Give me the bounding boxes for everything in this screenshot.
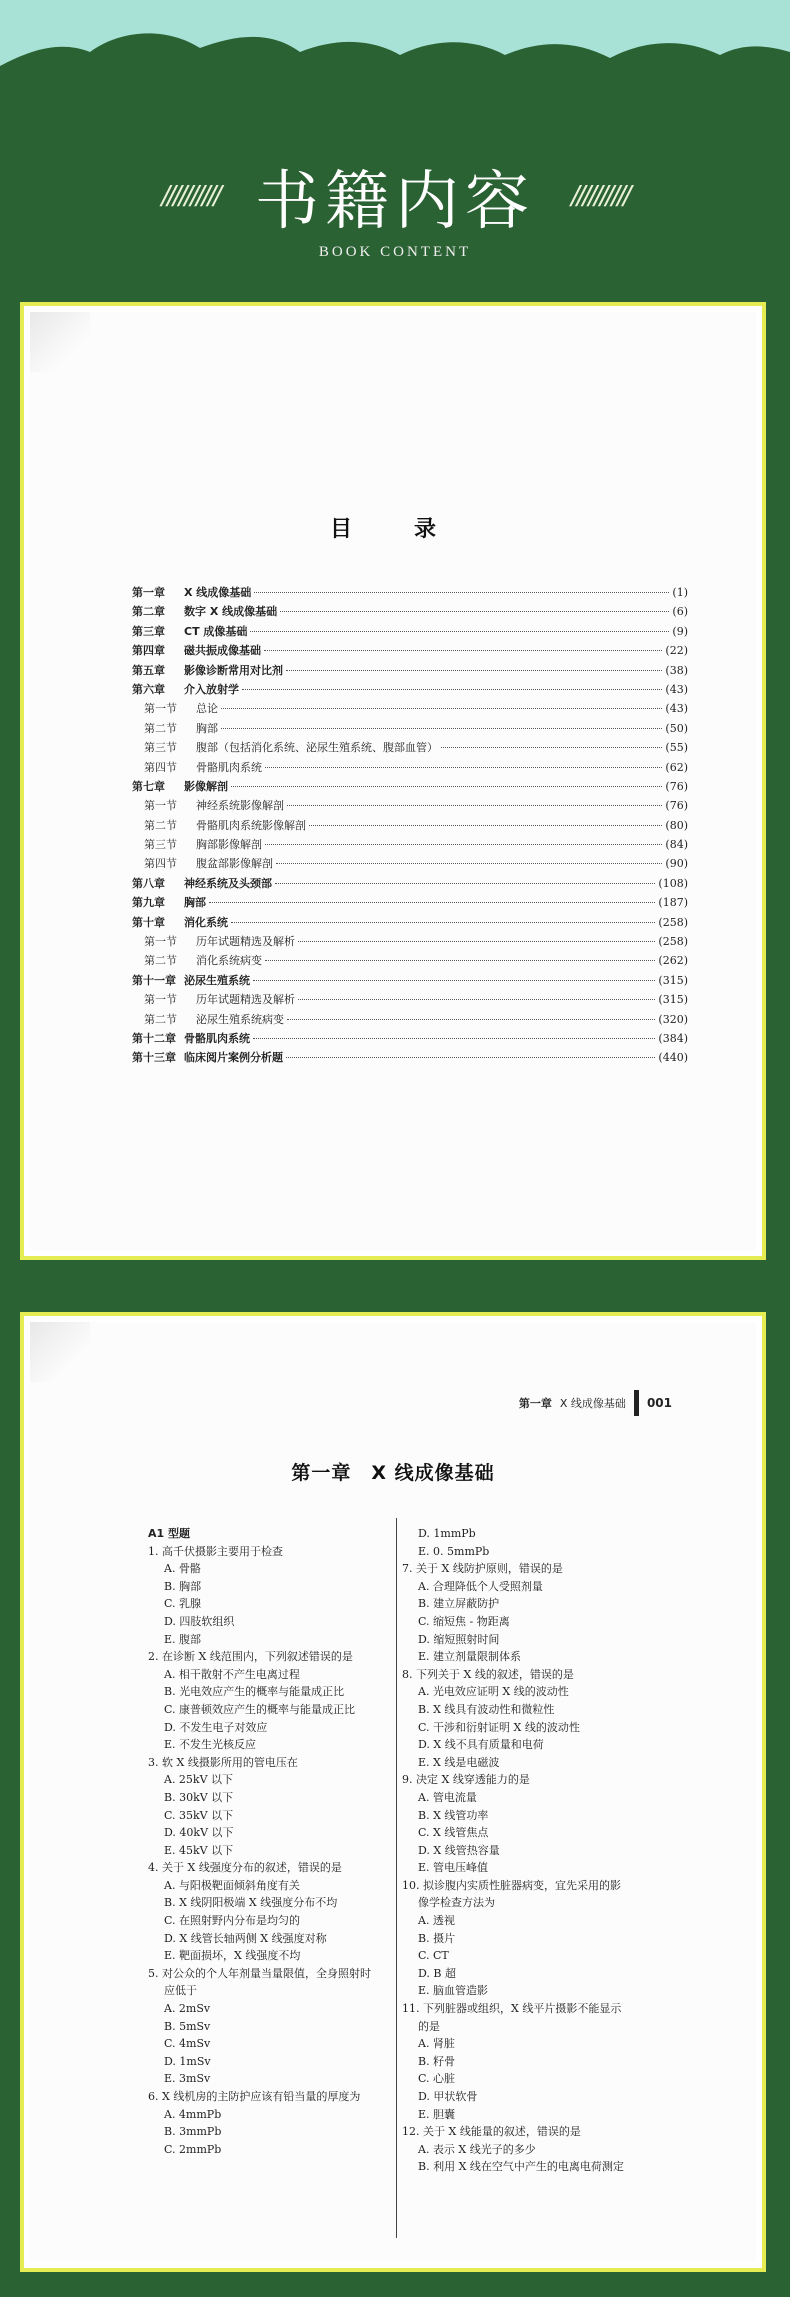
toc-entry-label: CT 成像基础 (184, 624, 248, 638)
answer-option: B. 3mmPb (164, 2125, 222, 2139)
toc-entry-page: (9) (672, 624, 688, 638)
answer-option: C. 康普顿效应产生的概率与能量成正比 (164, 1702, 356, 1716)
question-stem: 6. X 线机房的主防护应该有铅当量的厚度为 (148, 2090, 361, 2103)
toc-entry-number: 第四节 (144, 857, 177, 871)
question-stem: 3. 软 X 线摄影所用的管电压在 (148, 1755, 298, 1769)
toc-entry-number: 第二章 (132, 605, 165, 619)
answer-option: D. 不发生电子对效应 (164, 1720, 268, 1734)
answer-option: B. 摄片 (418, 1931, 456, 1945)
answer-option: A. 2mSv (164, 2002, 211, 2016)
toc-entry (132, 681, 688, 700)
answer-option: B. 光电效应产生的概率与能量成正比 (164, 1685, 345, 1699)
toc-entry-number: 第十章 (132, 915, 165, 929)
answer-option: C. 缩短焦 - 物距离 (418, 1614, 510, 1628)
page-number: 001 (646, 1396, 672, 1410)
toc-leader-dots (221, 728, 662, 729)
question-stem: 10. 拟诊腹内实质性脏器病变，宜先采用的影 (402, 1878, 621, 1892)
toc-entry (132, 603, 688, 622)
toc-leader-dots (242, 689, 662, 690)
question-stem: 4. 关于 X 线强度分布的叙述，错误的是 (148, 1861, 342, 1875)
question-stem: 1. 高千伏摄影主要用于检查 (148, 1544, 283, 1558)
toc-leader-dots (441, 747, 662, 748)
toc-entry-number: 第四章 (132, 644, 165, 658)
toc-leader-dots (250, 631, 669, 632)
answer-option: D. 缩短照射时间 (418, 1632, 500, 1646)
toc-entry-number: 第三节 (144, 741, 177, 755)
toc-entry-number: 第三节 (144, 838, 177, 852)
toc-entry-label: 神经系统及头颈部 (184, 876, 272, 890)
toc-entry-page: (6) (672, 605, 688, 619)
toc-leader-dots (286, 1057, 655, 1058)
toc-entry-number: 第七章 (132, 779, 165, 793)
question-column-right (402, 1525, 674, 2176)
toc-entry-number: 第二节 (144, 954, 177, 968)
question-stem: 8. 下列关于 X 线的叙述，错误的是 (402, 1667, 574, 1681)
toc-entry-label: 临床阅片案例分析题 (184, 1051, 283, 1065)
toc-entry-label: 腹盆部影像解剖 (196, 857, 273, 871)
toc-entry-number: 第八章 (132, 876, 165, 890)
toc-entry-label: 消化系统 (184, 915, 228, 929)
answer-option: D. 四肢软组织 (164, 1614, 235, 1628)
answer-option: A. 管电流量 (418, 1790, 477, 1804)
toc-leader-dots (231, 922, 655, 923)
toc-leader-dots (287, 805, 662, 806)
running-head-title: X 线成像基础 (559, 1397, 626, 1410)
toc-leader-dots (286, 670, 662, 671)
toc-leader-dots (287, 1019, 655, 1020)
answer-option: A. 光电效应证明 X 线的波动性 (418, 1685, 569, 1699)
toc-entry-page: (315) (658, 993, 688, 1007)
column-divider (396, 1518, 397, 2238)
toc-entry-number: 第二节 (144, 818, 177, 832)
answer-option: A. 与阳极靶面倾斜角度有关 (164, 1878, 300, 1892)
answer-option: C. 干涉和衍射证明 X 线的波动性 (418, 1720, 580, 1734)
answer-option: E. 建立剂量限制体系 (418, 1650, 522, 1664)
toc-entry-page: (440) (658, 1051, 688, 1065)
toc-page-card (20, 302, 766, 1260)
toc-entry (132, 778, 688, 797)
question-stem: 11. 下列脏器或组织，X 线平片摄影不能显示 (402, 2002, 622, 2016)
answer-option: E. X 线是电磁波 (418, 1755, 500, 1769)
toc-entry-number: 第一节 (144, 799, 177, 813)
toc-leader-dots (280, 611, 669, 612)
toc-entry-label: 历年试题精选及解析 (196, 993, 295, 1007)
answer-option: E. 不发生光核反应 (164, 1738, 257, 1752)
toc-entry-page: (62) (665, 760, 688, 774)
toc-entry-number: 第一节 (144, 993, 177, 1007)
toc-entry-label: 数字 X 线成像基础 (184, 605, 278, 619)
question-stem-continued: 像学检查方法为 (418, 1896, 495, 1910)
answer-option: C. 4mSv (164, 2037, 211, 2051)
answer-option: C. 心脏 (418, 2072, 456, 2086)
toc-entry-page: (258) (658, 935, 688, 949)
toc-entry-label: 胸部影像解剖 (196, 838, 262, 852)
answer-option: D. X 线管长轴两侧 X 线强度对称 (164, 1931, 327, 1945)
top-wave-band (0, 0, 790, 120)
section-title: 书籍内容 (255, 165, 535, 239)
toc-entry-label: 神经系统影像解剖 (196, 799, 284, 813)
chapter-page (30, 1322, 756, 2262)
toc-entry-label: 总论 (196, 702, 218, 716)
answer-option: D. 甲状软骨 (418, 2090, 478, 2103)
answer-option: A. 透视 (418, 1914, 455, 1928)
chapter-page-card (20, 1312, 766, 2272)
toc-entry-label: 胸部 (184, 896, 206, 910)
question-stem-continued: 应低于 (164, 1984, 197, 1998)
question-stem-continued: 的是 (418, 2019, 440, 2033)
toc-entry (132, 662, 688, 681)
section-header (0, 150, 790, 261)
toc-entry-page: (1) (672, 586, 688, 599)
toc-entry (132, 739, 688, 758)
toc-entry-page: (76) (665, 799, 688, 813)
toc-entry-page: (80) (665, 818, 688, 832)
toc-entry-number: 第二节 (144, 721, 177, 735)
toc-entry (132, 1049, 688, 1068)
toc-entry-page: (84) (665, 838, 688, 852)
title-row (0, 150, 790, 242)
answer-option: D. 1mmPb (418, 1527, 476, 1540)
running-head-bar (634, 1390, 639, 1416)
answer-option: D. X 线管热容量 (418, 1843, 500, 1857)
toc-entry-label: 影像解剖 (184, 779, 228, 793)
toc-entry-page: (315) (658, 973, 688, 987)
toc-leader-dots (231, 786, 662, 787)
toc-page (30, 312, 756, 1250)
toc-entry-label: 骨骼肌肉系统影像解剖 (196, 818, 306, 832)
decorative-slashes-right: ////////// (571, 181, 629, 211)
answer-option: B. X 线具有波动性和微粒性 (418, 1702, 555, 1716)
answer-option: E. 脑血管造影 (418, 1984, 489, 1998)
toc-entry-label: 消化系统病变 (196, 954, 262, 968)
toc-entry-label: 泌尿生殖系统 (184, 973, 250, 987)
toc-entry-number: 第十一章 (132, 973, 176, 987)
answer-option: C. 35kV 以下 (164, 1808, 234, 1822)
answer-option: A. 25kV 以下 (164, 1773, 234, 1787)
answer-option: E. 3mSv (164, 2072, 211, 2086)
toc-leader-dots (264, 650, 662, 651)
toc-entry-page: (187) (658, 896, 688, 910)
toc-entry-label: X 线成像基础 (184, 586, 252, 599)
question-stem: 2. 在诊断 X 线范围内，下列叙述错误的是 (148, 1650, 353, 1664)
toc-leader-dots (221, 708, 662, 709)
toc-entry-page: (22) (665, 644, 688, 658)
toc-entry-label: 磁共振成像基础 (184, 644, 261, 658)
answer-option: B. X 线管功率 (418, 1808, 489, 1822)
question-type-heading: A1 型题 (148, 1527, 190, 1540)
question-stem: 5. 对公众的个人年剂量当量限值，全身照射时 (148, 1966, 371, 1980)
toc-leader-dots (276, 863, 662, 864)
toc-entry (132, 972, 688, 991)
toc-entry (132, 952, 688, 971)
answer-option: D. 1mSv (164, 2054, 211, 2068)
toc-entry-label: 历年试题精选及解析 (196, 935, 295, 949)
answer-option: B. 30kV 以下 (164, 1790, 234, 1804)
answer-option: E. 胆囊 (418, 2107, 456, 2121)
toc-entry (132, 875, 688, 894)
decorative-slashes-left: ////////// (161, 181, 219, 211)
toc-entry-label: 介入放射学 (184, 682, 239, 696)
toc-entry-number: 第一节 (144, 702, 177, 716)
running-head-chapter: 第一章 (518, 1397, 552, 1410)
toc-entry (132, 642, 688, 661)
toc-leader-dots (265, 767, 662, 768)
answer-option: A. 肾脏 (418, 2037, 455, 2051)
toc-entry-label: 骨骼肌肉系统 (196, 760, 262, 774)
toc-leader-dots (275, 883, 655, 884)
answer-option: C. 乳腺 (164, 1597, 202, 1611)
toc-entry-number: 第九章 (132, 896, 165, 910)
answer-option: C. CT (418, 1949, 449, 1963)
question-stem: 12. 关于 X 线能量的叙述，错误的是 (402, 2125, 581, 2139)
toc-entry (132, 700, 688, 719)
toc-leader-dots (265, 960, 655, 961)
toc-leader-dots (253, 980, 655, 981)
toc-entry (132, 914, 688, 933)
toc-entry-number: 第一章 (132, 586, 165, 599)
answer-option: A. 表示 X 线光子的多少 (418, 2142, 536, 2156)
answer-option: A. 4mmPb (164, 2107, 222, 2121)
answer-option: D. X 线不具有质量和电荷 (418, 1738, 544, 1752)
toc-entry-number: 第十二章 (132, 1031, 176, 1045)
toc-leader-dots (209, 902, 655, 903)
toc-entry-label: 影像诊断常用对比剂 (184, 663, 283, 677)
answer-option: A. 相干散射不产生电离过程 (164, 1667, 300, 1681)
toc-entry (132, 991, 688, 1010)
toc-entry-page: (258) (658, 915, 688, 929)
section-subtitle: BOOK CONTENT (318, 244, 472, 260)
toc-entry-page: (76) (665, 779, 688, 793)
toc-leader-dots (254, 592, 669, 593)
answer-option: C. 在照射野内分布是均匀的 (164, 1914, 301, 1928)
toc-entry (132, 855, 688, 874)
toc-leader-dots (309, 825, 662, 826)
toc-leader-dots (298, 941, 655, 942)
answer-option: B. 5mSv (164, 2019, 211, 2033)
toc-entry-number: 第二节 (144, 1012, 177, 1026)
toc-leader-dots (253, 1038, 655, 1039)
toc-entry-number: 第六章 (132, 682, 165, 696)
toc-entry (132, 797, 688, 816)
toc-leader-dots (265, 844, 662, 845)
answer-option: D. 40kV 以下 (164, 1826, 234, 1840)
toc-entry-page: (38) (665, 663, 688, 677)
toc-entry-page: (43) (665, 682, 688, 696)
toc-entry-page: (320) (658, 1012, 688, 1026)
answer-option: E. 0. 5mmPb (418, 1544, 490, 1558)
answer-option: E. 45kV 以下 (164, 1843, 234, 1857)
toc-entry-page: (43) (665, 702, 688, 716)
toc-entry-number: 第一节 (144, 935, 177, 949)
toc-leader-dots (298, 999, 655, 1000)
toc-entry-label: 胸部 (196, 721, 218, 735)
toc-entry (132, 817, 688, 836)
toc-entry-page: (50) (665, 721, 688, 735)
toc-entry (132, 584, 688, 603)
toc-entry-number: 第十三章 (132, 1051, 176, 1065)
answer-option: B. 胸部 (164, 1579, 202, 1593)
toc-entry (132, 720, 688, 739)
toc-entry-page: (55) (665, 741, 688, 755)
question-stem: 7. 关于 X 线防护原则，错误的是 (402, 1562, 563, 1576)
toc-entry-page: (384) (658, 1031, 688, 1045)
toc-entry-label: 骨骼肌肉系统 (184, 1031, 250, 1045)
answer-option: E. 腹部 (164, 1632, 202, 1646)
toc-entry-page: (108) (658, 876, 688, 890)
toc-entry-label: 泌尿生殖系统病变 (196, 1012, 284, 1026)
toc-title: 目 录 (329, 517, 456, 542)
question-column-left (148, 1525, 390, 2158)
question-stem: 9. 决定 X 线穿透能力的是 (402, 1773, 530, 1787)
toc-entry-page: (262) (658, 954, 688, 968)
answer-option: B. 籽骨 (418, 2054, 456, 2068)
toc-list (132, 584, 688, 1069)
toc-entry (132, 623, 688, 642)
answer-option: B. 建立屏蔽防护 (418, 1597, 500, 1611)
answer-option: A. 骨骼 (164, 1562, 201, 1576)
answer-option: A. 合理降低个人受照剂量 (418, 1579, 543, 1593)
answer-option: E. 管电压峰值 (418, 1861, 489, 1875)
toc-entry-number: 第三章 (132, 624, 165, 638)
running-head (519, 1390, 672, 1416)
toc-entry-number: 第四节 (144, 760, 177, 774)
answer-option: E. 靶面损坏，X 线强度不均 (164, 1949, 301, 1963)
answer-option: B. X 线阴阳极端 X 线强度分布不均 (164, 1896, 338, 1910)
answer-option: D. B 超 (418, 1966, 457, 1980)
toc-entry-number: 第五章 (132, 663, 165, 677)
toc-entry (132, 1011, 688, 1030)
toc-entry-label: 腹部（包括消化系统、泌尿生殖系统、腹部血管） (196, 741, 438, 755)
toc-entry (132, 759, 688, 778)
answer-option: C. X 线管焦点 (418, 1826, 489, 1840)
toc-entry (132, 894, 688, 913)
toc-entry (132, 836, 688, 855)
answer-option: C. 2mmPb (164, 2142, 222, 2156)
chapter-title: 第一章 X 线成像基础 (291, 1462, 495, 1484)
toc-entry-page: (90) (665, 857, 688, 871)
answer-option: B. 利用 X 线在空气中产生的电离电荷测定 (418, 2160, 624, 2174)
toc-entry (132, 933, 688, 952)
toc-entry (132, 1030, 688, 1049)
